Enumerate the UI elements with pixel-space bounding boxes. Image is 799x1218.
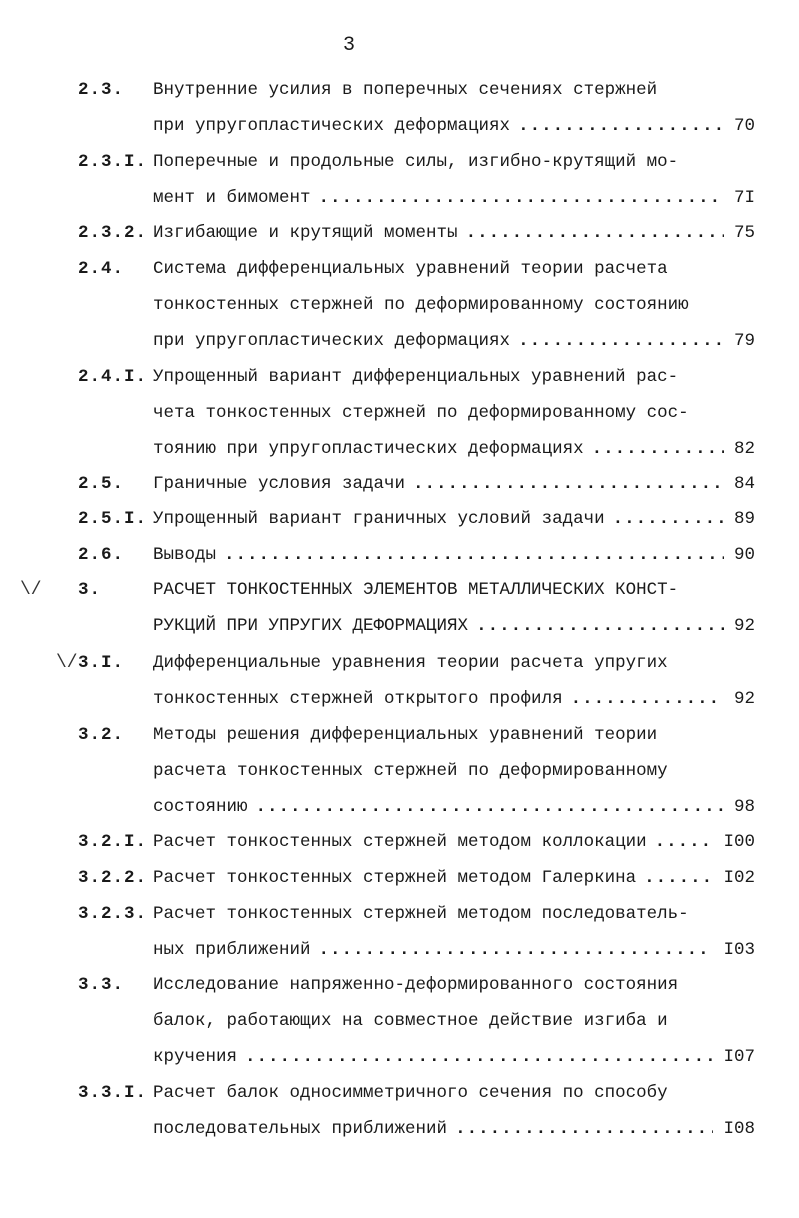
toc-section-number: 2.4. <box>78 259 125 279</box>
dot-leader <box>655 832 714 868</box>
toc-section-number: 2.3.I. <box>78 152 148 172</box>
toc-page-number: 92 <box>733 689 755 709</box>
dot-leader <box>413 474 724 510</box>
toc-title-line <box>153 616 755 652</box>
toc-title-line: Дифференциальные уравнения теории расчета упругих <box>153 653 668 673</box>
toc-title-line <box>153 116 755 152</box>
toc-page-number: 75 <box>733 223 755 243</box>
dot-leader <box>224 545 724 581</box>
check-mark: \/ <box>56 653 78 673</box>
toc-title-text: Расчет тонкостенных стержней методом коллокации <box>153 832 647 852</box>
toc-section-number: 3.3. <box>78 975 125 995</box>
toc-title-line <box>153 1119 755 1155</box>
toc-title-line: Внутренние усилия в поперечных сечениях стержней <box>153 80 658 100</box>
toc-title-line: Система дифференциальных уравнений теории расчета <box>153 259 668 279</box>
toc-title-line: чета тонкостенных стержней по деформированному сос- <box>153 403 689 423</box>
toc-section-number: 3.2.I. <box>78 832 148 852</box>
toc-title-line <box>153 797 755 833</box>
toc-section-number: 3.2. <box>78 725 125 745</box>
toc-section-number: 3.I. <box>78 653 125 673</box>
toc-page-number: 70 <box>733 116 755 136</box>
toc-title-text: состоянию <box>153 797 248 817</box>
toc-title-line: Расчет балок односимметричного сечения по способу <box>153 1083 668 1103</box>
dot-leader <box>476 616 724 652</box>
dot-leader <box>245 1047 713 1083</box>
toc-title-line <box>153 1047 755 1083</box>
toc-title-text: Выводы <box>153 545 217 565</box>
toc-title-line <box>153 832 755 868</box>
toc-page-number: 7I <box>733 188 755 208</box>
toc-title-line <box>153 223 755 259</box>
toc-title-line <box>153 689 755 725</box>
toc-section-number: 2.3. <box>78 80 125 100</box>
page-number: 3 <box>343 34 356 57</box>
toc-title-line <box>153 509 755 545</box>
toc-title-line <box>153 188 755 224</box>
check-mark: \/ <box>20 580 42 600</box>
toc-title-line <box>153 868 755 904</box>
toc-title-line: расчета тонкостенных стержней по деформированному <box>153 761 668 781</box>
toc-title-line: Поперечные и продольные силы, изгибно-крутящий мо- <box>153 152 679 172</box>
toc-title-line <box>153 474 755 510</box>
toc-title-line: Упрощенный вариант дифференциальных уравнений рас- <box>153 367 679 387</box>
toc-page-number: 90 <box>733 545 755 565</box>
toc-section-number: 3.3.I. <box>78 1083 148 1103</box>
toc-page-number: 89 <box>733 509 755 529</box>
dot-leader <box>455 1119 713 1155</box>
toc-page-number: I00 <box>723 832 755 852</box>
toc-title-text: мент и бимомент <box>153 188 311 208</box>
dot-leader <box>644 868 713 904</box>
dot-leader <box>466 223 724 259</box>
toc-title-text: Граничные условия задачи <box>153 474 406 494</box>
toc-section-number: 3.2.2. <box>78 868 148 888</box>
toc-title-text: кручения <box>153 1047 238 1067</box>
toc-page-number: I02 <box>723 868 755 888</box>
dot-leader <box>571 689 724 725</box>
toc-title-text: тоянию при упругопластических деформациях <box>153 439 584 459</box>
dot-leader <box>613 509 724 545</box>
toc-section-number: 2.5.I. <box>78 509 148 529</box>
toc-title-line: Методы решения дифференциальных уравнений теории <box>153 725 658 745</box>
toc-section-number: 2.5. <box>78 474 125 494</box>
toc-title-text: при упругопластических деформациях <box>153 331 511 351</box>
toc-page-number: 84 <box>733 474 755 494</box>
toc-title-text: ных приближений <box>153 940 311 960</box>
toc-title-text: Изгибающие и крутящий моменты <box>153 223 458 243</box>
dot-leader <box>319 940 714 976</box>
toc-title-line: Расчет тонкостенных стержней методом последователь- <box>153 904 689 924</box>
toc-title-text: тонкостенных стержней открытого профиля <box>153 689 563 709</box>
dot-leader <box>256 797 724 833</box>
toc-title-text: Упрощенный вариант граничных условий задачи <box>153 509 605 529</box>
toc-page-number: 82 <box>733 439 755 459</box>
toc-title-text: Расчет тонкостенных стержней методом Галеркина <box>153 868 637 888</box>
toc-section-number: 2.3.2. <box>78 223 148 243</box>
toc-title-line: РАСЧЕТ ТОНКОСТЕННЫХ ЭЛЕМЕНТОВ МЕТАЛЛИЧЕСКИХ КОНСТ- <box>153 580 679 600</box>
toc-title-line <box>153 940 755 976</box>
toc-page-number: I08 <box>723 1119 755 1139</box>
toc-page-number: I03 <box>723 940 755 960</box>
toc-title-text: при упругопластических деформациях <box>153 116 511 136</box>
toc-page-number: 98 <box>733 797 755 817</box>
dot-leader <box>518 331 724 367</box>
toc-title-line <box>153 331 755 367</box>
dot-leader <box>518 116 724 152</box>
toc-page-number: I07 <box>723 1047 755 1067</box>
toc-section-number: 2.6. <box>78 545 125 565</box>
toc-title-text: РУКЦИЙ ПРИ УПРУГИХ ДЕФОРМАЦИЯХ <box>153 616 469 636</box>
toc-title-line: тонкостенных стержней по деформированному состоянию <box>153 295 689 315</box>
dot-leader <box>592 439 724 475</box>
toc-title-line: Исследование напряженно-деформированного состояния <box>153 975 679 995</box>
toc-title-line <box>153 439 755 475</box>
toc-section-number: 3. <box>78 580 102 600</box>
toc-section-number: 2.4.I. <box>78 367 148 387</box>
toc-section-number: 3.2.3. <box>78 904 148 924</box>
toc-title-text: последовательных приближений <box>153 1119 448 1139</box>
toc-title-line: балок, работающих на совместное действие изгиба и <box>153 1011 668 1031</box>
toc-page-number: 92 <box>733 616 755 636</box>
toc-page-number: 79 <box>733 331 755 351</box>
toc-title-line <box>153 545 755 581</box>
dot-leader <box>319 188 724 224</box>
